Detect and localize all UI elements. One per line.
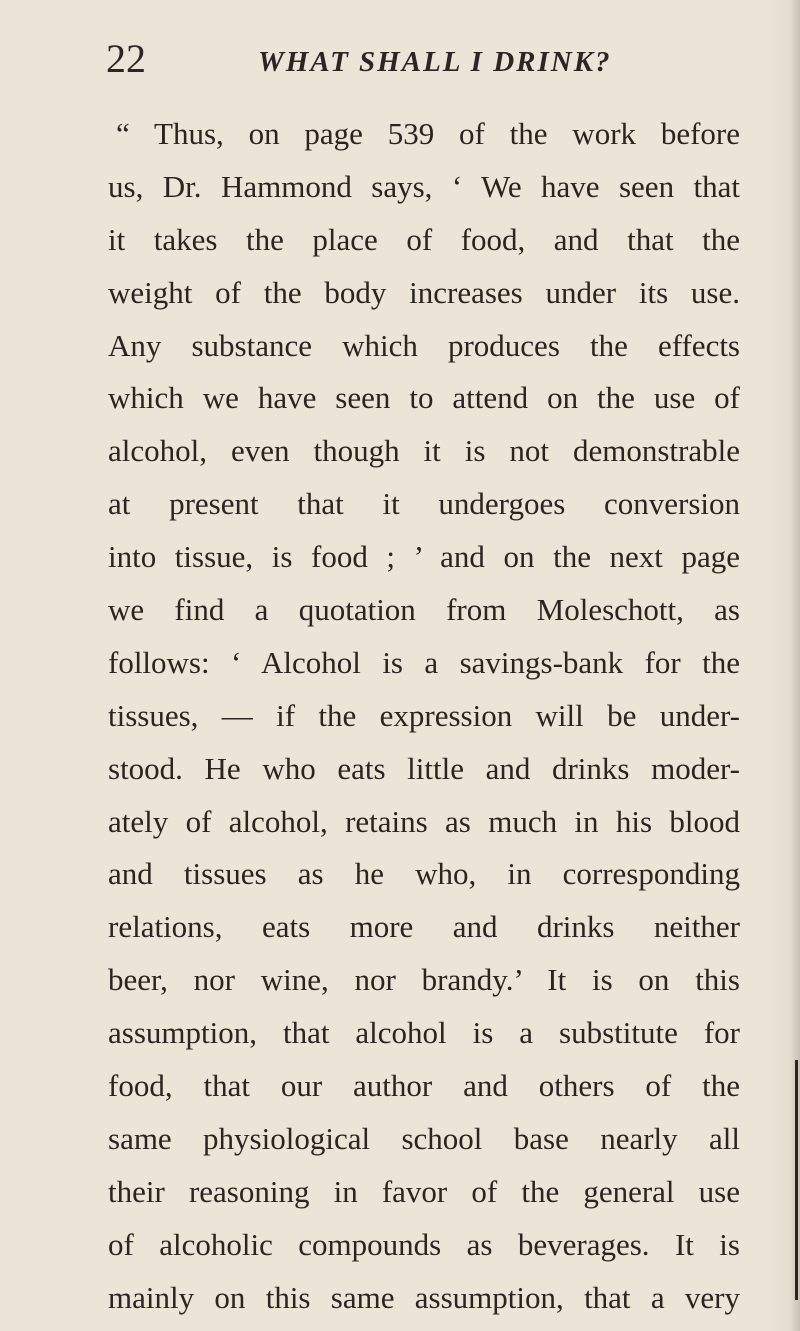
text-line: “ Thus, on page 539 of the work before (116, 116, 740, 151)
text-line: at present that it undergoes conversion (108, 486, 740, 522)
text-line: ately of alcohol, retains as much in his blood (108, 803, 740, 839)
text-line: and tissues as he who, in corresponding (108, 856, 740, 892)
header-title: WHAT SHALL I DRINK? (258, 46, 612, 78)
text-line: relations, eats more and drinks neither (108, 909, 740, 945)
text-line: which we have seen to attend on the use of (108, 380, 740, 416)
text-line: beer, nor wine, nor brandy.’ It is on this (108, 962, 740, 998)
text-line: alcohol, even though it is not demonstrable (108, 433, 740, 469)
text-line: their reasoning in favor of the general use (108, 1173, 740, 1209)
text-line: stood. He who eats little and drinks moder- (108, 750, 740, 786)
text-line: us, Dr. Hammond says, ‘ We have seen that (108, 168, 740, 204)
text-line: tissues, — if the expression will be under- (108, 697, 740, 733)
text-line: we find a quotation from Moleschott, as (108, 592, 740, 628)
page-number: 22 (106, 36, 146, 81)
text-line: same physiological school base nearly all (108, 1120, 740, 1156)
text-line: follows: ‘ Alcohol is a savings-bank for the (108, 644, 740, 680)
text-line: of alcoholic compounds as beverages. It is (108, 1226, 740, 1262)
text-line: food, that our author and others of the (108, 1068, 740, 1104)
running-head (0, 36, 800, 86)
body-text (108, 108, 740, 1324)
text-line: Any substance which produces the effects (108, 327, 740, 363)
text-line: weight of the body increases under its use. (108, 274, 740, 310)
text-line: mainly on this same assumption, that a very (108, 1279, 740, 1315)
text-line: assumption, that alcohol is a substitute for (108, 1015, 740, 1051)
text-line: it takes the place of food, and that the (108, 221, 740, 257)
page-edge-mark (795, 1060, 798, 1300)
text-line: into tissue, is food ; ’ and on the next page (108, 539, 740, 575)
